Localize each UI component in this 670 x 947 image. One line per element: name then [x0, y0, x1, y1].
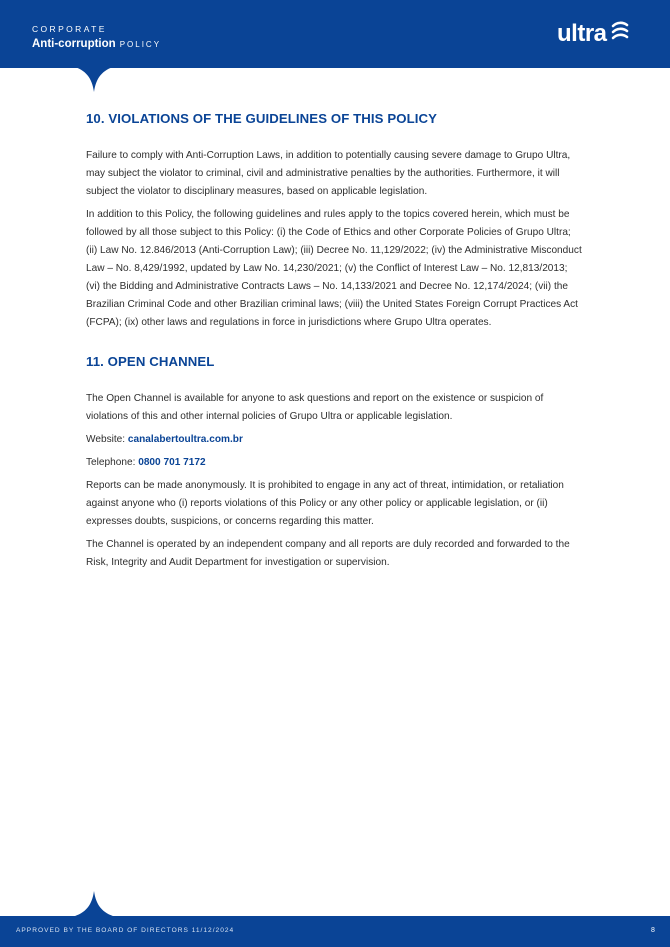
ultra-logo: [557, 18, 629, 50]
section-10-heading: 10. VIOLATIONS OF THE GUIDELINES OF THIS POLICY: [86, 111, 438, 126]
section-11-operated: The Channel is operated by an independent company and all reports are duly recorded and forwarded to the Risk, Integrity and Audit Department for investigation or supervision.: [86, 539, 570, 568]
section-11-anonymous: Reports can be made anonymously. It is prohibited to engage in any act of threat, intimidation, or retaliation against anyone who (i) reports violations of this Policy or any other policy or applicable legislation, or (ii) expresses doubts, suspicions, or concerns regarding this matter.: [86, 480, 564, 527]
header-category: CORPORATE: [32, 24, 107, 34]
logo-waves-icon: [611, 20, 629, 42]
section-11-intro: The Open Channel is available for anyone to ask questions and report on the existence or suspicion of violations of this and other internal policies of Grupo Ultra or applicable legislation.: [86, 393, 544, 422]
section-10-paragraph-2: In addition to this Policy, the following guidelines and rules apply to the topics covered herein, which must be followed by all those subject to this Policy: (i) the Code of Ethics and other Corporate Policies of Grupo Ultra; (ii) Law No. 12.846/2013 (Anti-Corruption Law); (iii) Decree No. 11,129/2022; (iv) the Administrative Misconduct Law – No. 8,429/1992, updated by Law No. 14,230/2021; (v) the Conflict of Interest Law – No. 12,813/2013; (vi) the Bidding and Administrative Contracts Laws – No. 14,133/2021 and Decree No. 12,174/2024; (vii) the Brazilian Criminal Code and other Brazilian criminal laws; (viii) the United States Foreign Corrupt Practices Act (FCPA); (ix) other laws and regulations in force in jurisdictions where Grupo Ultra operates.: [86, 209, 582, 328]
document-title-main: Anti-corruption: [32, 38, 116, 50]
page-content: [86, 108, 582, 572]
section-10-paragraph-1: Failure to comply with Anti-Corruption Laws, in addition to potentially causing severe damage to Grupo Ultra, may subject the violator to criminal, civil and administrative penalties by the authorities. Furthermore, it will subject the violator to disciplinary measures, based on applicable legislation.: [86, 150, 571, 197]
footer-notch-shape: [72, 891, 116, 917]
telephone-link[interactable]: 0800 701 7172: [138, 457, 206, 468]
header-notch-shape: [72, 66, 116, 92]
section-11-heading: 11. OPEN CHANNEL: [86, 354, 215, 369]
telephone-label: Telephone:: [86, 457, 139, 468]
page-number: 8: [651, 927, 655, 934]
website-label: Website:: [86, 434, 128, 445]
logo-wordmark: ultra: [557, 20, 607, 47]
document-title: [32, 38, 161, 50]
approval-note: APPROVED BY THE BOARD OF DIRECTORS 11/12/2024: [16, 927, 235, 934]
website-link[interactable]: canalabertoultra.com.br: [127, 434, 243, 445]
website-line: [86, 431, 582, 449]
document-title-suffix: POLICY: [119, 40, 162, 49]
telephone-line: [86, 454, 582, 472]
